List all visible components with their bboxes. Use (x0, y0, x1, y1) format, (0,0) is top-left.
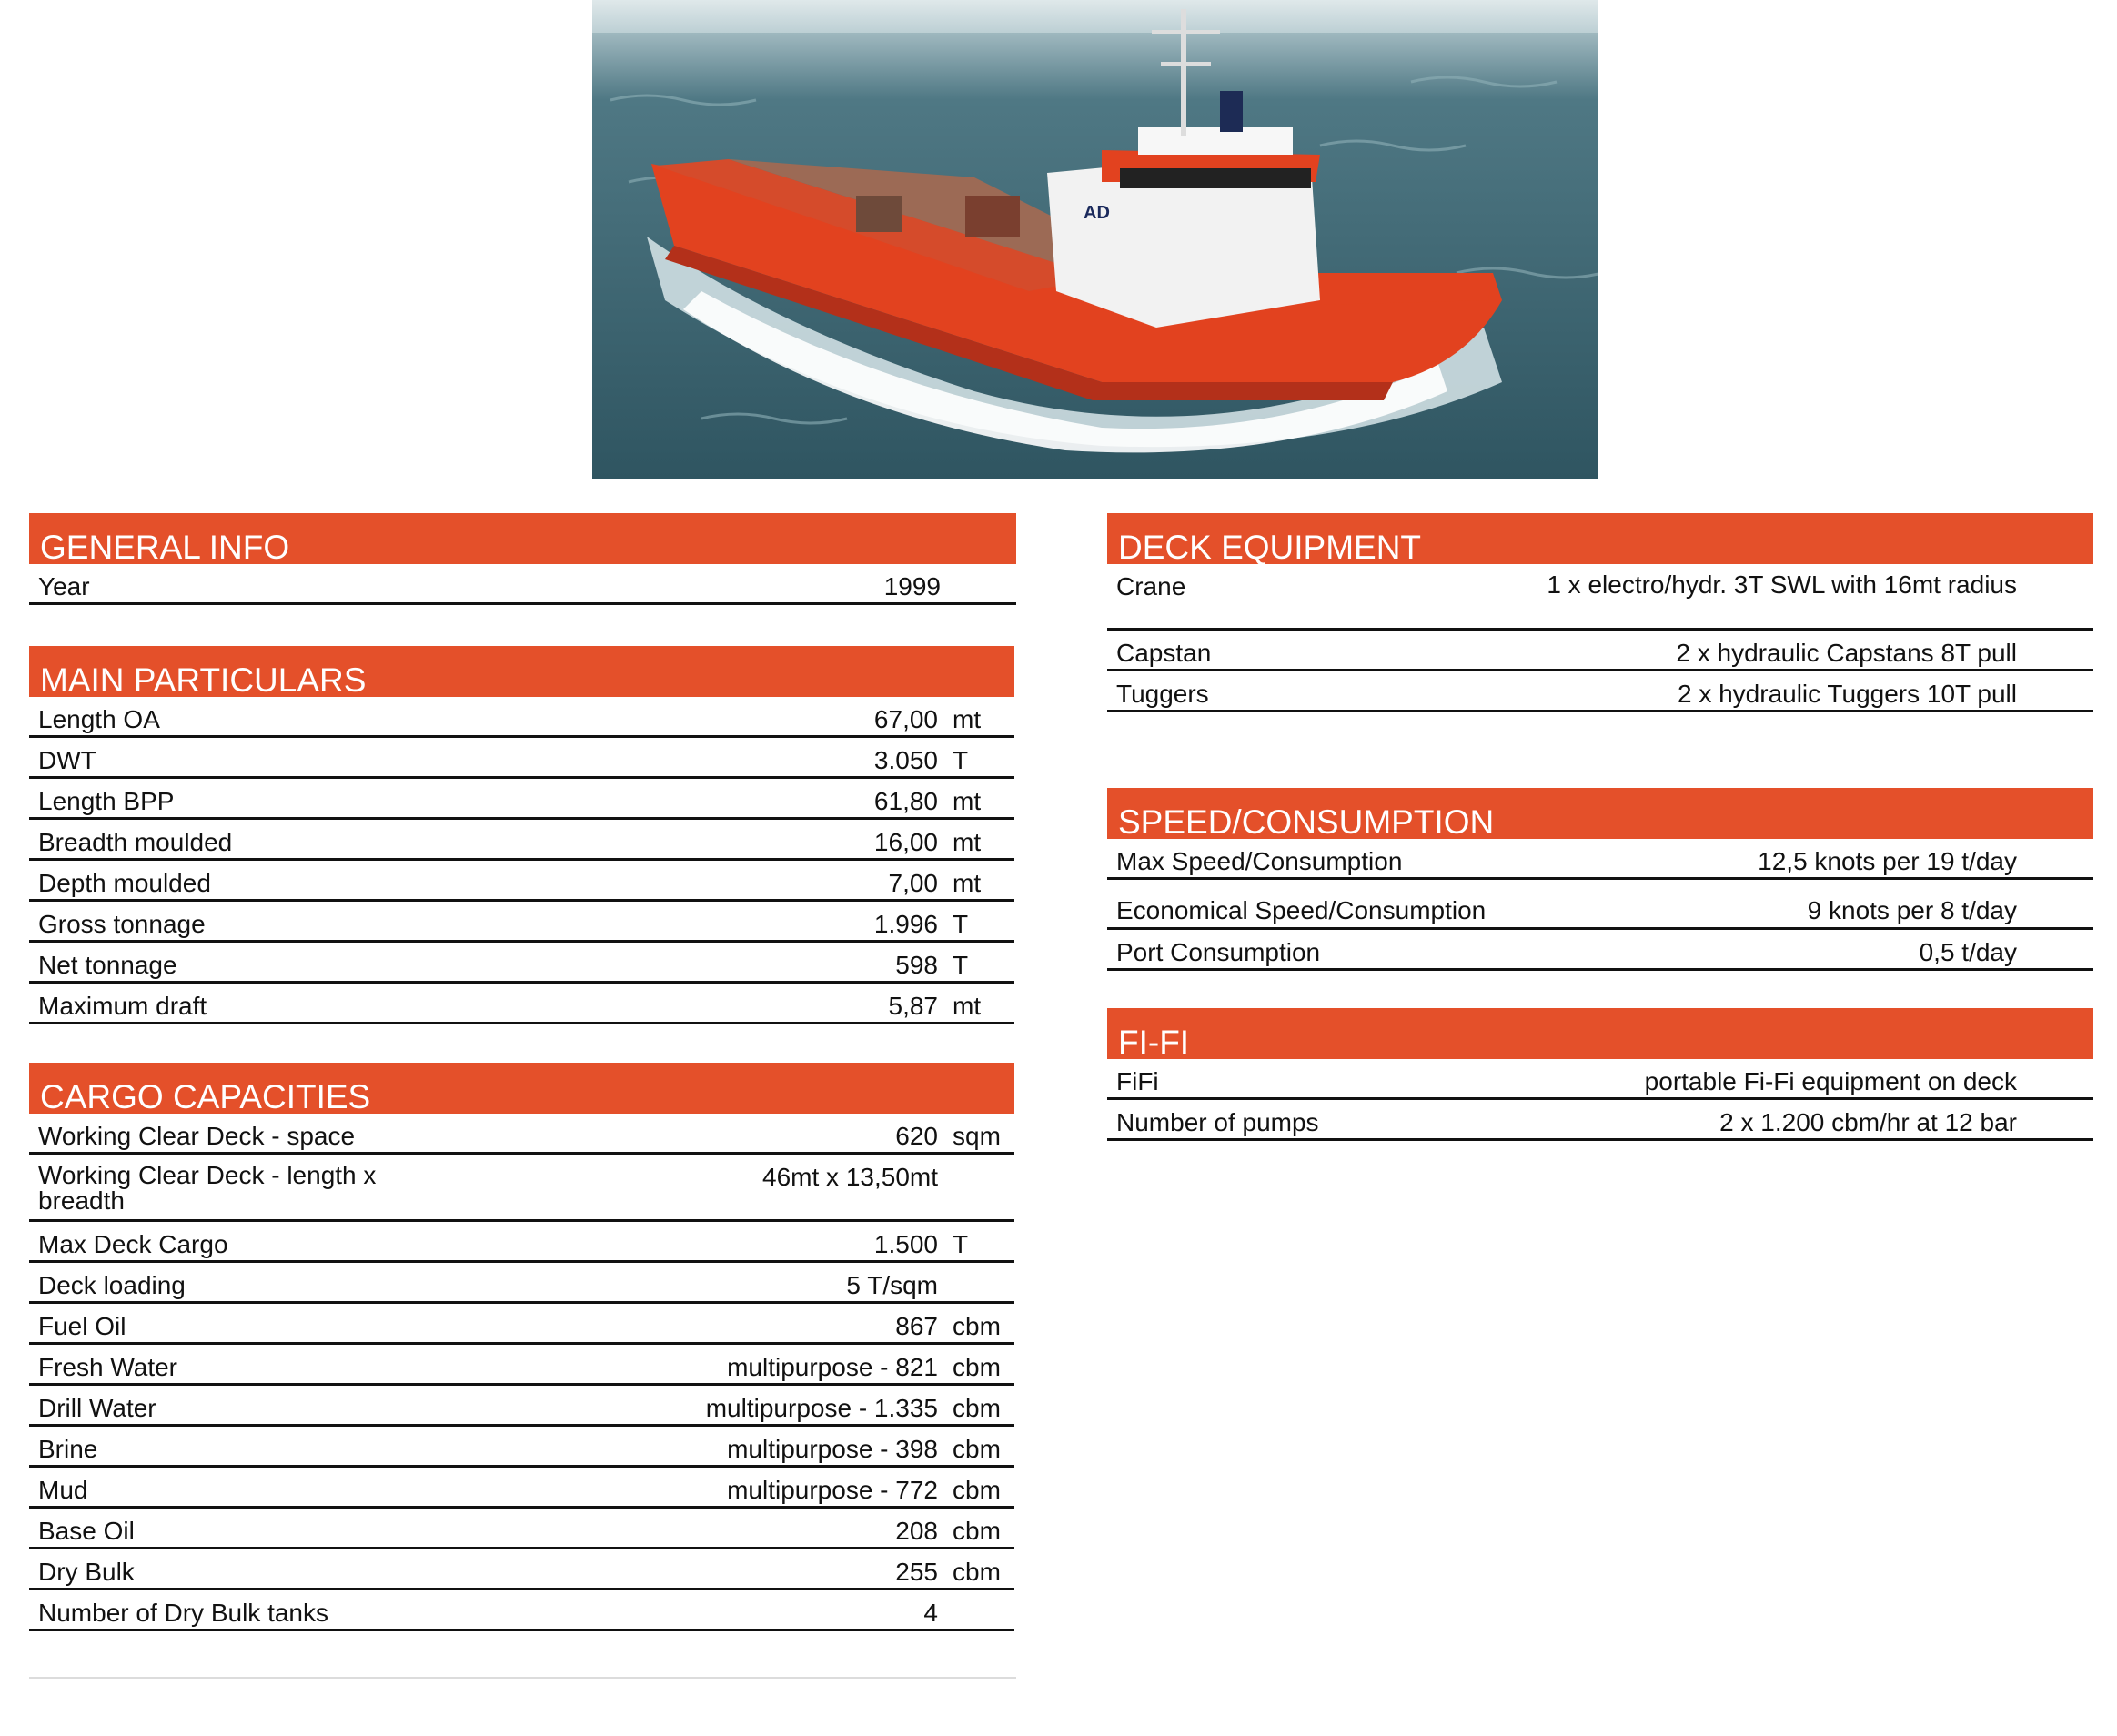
spec-label: Tuggers (1116, 680, 1209, 708)
spec-label: Deck loading (38, 1271, 186, 1299)
general-info-header (29, 513, 1016, 564)
spec-label: Net tonnage (38, 951, 177, 979)
spec-unit: sqm (953, 1122, 1001, 1150)
spec-label: Length OA (38, 705, 160, 733)
spec-row-dwt (29, 738, 1014, 779)
spec-value: 12,5 knots per 19 t/day (1758, 847, 2017, 875)
spec-value: multipurpose - 1.335 (705, 1394, 938, 1422)
spec-row-fresh-water (29, 1345, 1014, 1386)
spec-unit: T (953, 1230, 969, 1258)
spec-row-maximum-draft (29, 984, 1014, 1024)
main-particulars-title: MAIN PARTICULARS (40, 661, 367, 699)
spec-row-dry-bulk-tanks (29, 1590, 1014, 1631)
spec-label: Dry Bulk (38, 1558, 135, 1586)
spec-row-mud (29, 1468, 1014, 1509)
spec-value: 61,80 (873, 787, 938, 815)
spec-value: 1 x electro/hydr. 3T SWL with 16mt radius (1547, 570, 2017, 599)
spec-value: 7,00 (888, 869, 938, 897)
spec-value: multipurpose - 772 (727, 1476, 938, 1504)
spec-unit: T (953, 951, 969, 979)
spec-label: Max Deck Cargo (38, 1230, 228, 1258)
spec-label: Working Clear Deck - space (38, 1122, 356, 1150)
spec-unit: cbm (953, 1517, 1001, 1545)
cargo-capacities-section (29, 1063, 1014, 1631)
spec-row-tuggers (1107, 671, 2093, 712)
cargo-capacities-header (29, 1063, 1014, 1114)
spec-row-base-oil (29, 1509, 1014, 1549)
spec-unit: T (953, 910, 969, 938)
fifi-title: FI-FI (1118, 1024, 1190, 1061)
fifi-section (1107, 1008, 2093, 1141)
spec-unit: mt (953, 787, 982, 815)
spec-row-dry-bulk (29, 1549, 1014, 1590)
spec-label: Crane (1116, 572, 1186, 601)
spec-label: Fuel Oil (38, 1312, 126, 1340)
main-particulars-header (29, 646, 1014, 697)
spec-unit: cbm (953, 1435, 1001, 1463)
spec-label: Number of pumps (1116, 1108, 1319, 1136)
spec-label: Breadth moulded (38, 828, 233, 856)
spec-value: 5 T/sqm (846, 1271, 938, 1299)
spec-value: 9 knots per 8 t/day (1807, 896, 2017, 924)
vessel-logo: AD (1084, 203, 1110, 223)
spec-row-economical-speed (1107, 880, 2093, 930)
spec-row-net-tonnage (29, 943, 1014, 984)
spec-value: 1.996 (873, 910, 938, 938)
spec-row-crane (1107, 564, 2093, 631)
spec-label: Economical Speed/Consumption (1116, 896, 1487, 924)
spec-value: 598 (895, 951, 938, 979)
spec-value: 3.050 (873, 746, 938, 774)
spec-row-working-clear-deck-space (29, 1114, 1014, 1155)
spec-unit: cbm (953, 1558, 1001, 1586)
main-particulars-section (29, 646, 1014, 1024)
vessel-photo (592, 0, 1598, 479)
deck-equipment-title: DECK EQUIPMENT (1118, 529, 1422, 566)
spec-unit: cbm (953, 1312, 1001, 1340)
spec-label: Mud (38, 1476, 88, 1504)
spec-value: 620 (895, 1122, 938, 1150)
spec-value: 0,5 t/day (1919, 938, 2017, 966)
spec-unit: mt (953, 992, 982, 1020)
spec-value: 4 (923, 1599, 938, 1627)
spec-label: Capstan (1116, 639, 1212, 667)
spec-unit: T (953, 746, 969, 774)
speed-consumption-header (1107, 788, 2093, 839)
spec-unit: mt (953, 828, 982, 856)
spec-row-year (29, 564, 1016, 605)
spec-value: 46mt x 13,50mt (762, 1163, 938, 1191)
spec-label: Working Clear Deck - length x breadth (38, 1161, 377, 1215)
spec-value: multipurpose - 821 (727, 1353, 938, 1381)
spec-unit: mt (953, 705, 982, 733)
spec-row-port-consumption (1107, 930, 2093, 971)
spec-label: FiFi (1116, 1067, 1159, 1095)
spec-value: 2 x hydraulic Capstans 8T pull (1676, 639, 2017, 667)
spec-label: Year (38, 572, 90, 601)
spec-label: DWT (38, 746, 96, 774)
spec-label: Max Speed/Consumption (1116, 847, 1403, 875)
spec-label: Number of Dry Bulk tanks (38, 1599, 328, 1627)
spec-label: Base Oil (38, 1517, 135, 1545)
spec-row-capstan (1107, 631, 2093, 671)
spec-row-gross-tonnage (29, 902, 1014, 943)
spec-label: Gross tonnage (38, 910, 206, 938)
spec-value: 2 x 1.200 cbm/hr at 12 bar (1719, 1108, 2017, 1136)
cargo-capacities-title: CARGO CAPACITIES (40, 1078, 371, 1115)
spec-row-deck-loading (29, 1263, 1014, 1304)
spec-value: multipurpose - 398 (727, 1435, 938, 1463)
spec-label: Drill Water (38, 1394, 156, 1422)
general-info-section (29, 513, 1016, 605)
spec-value: 1.500 (873, 1230, 938, 1258)
spec-value: portable Fi-Fi equipment on deck (1644, 1067, 2017, 1095)
spec-row-fifi (1107, 1059, 2093, 1100)
speed-consumption-title: SPEED/CONSUMPTION (1118, 803, 1495, 841)
spec-value: 67,00 (873, 705, 938, 733)
spec-label: Brine (38, 1435, 98, 1463)
spec-unit: mt (953, 869, 982, 897)
spec-unit: cbm (953, 1476, 1001, 1504)
spec-value: 1999 (883, 572, 941, 601)
spec-row-number-of-pumps (1107, 1100, 2093, 1141)
spec-label: Maximum draft (38, 992, 207, 1020)
spec-row-drill-water (29, 1386, 1014, 1427)
spec-unit: cbm (953, 1394, 1001, 1422)
spec-value: 16,00 (873, 828, 938, 856)
spec-row-breadth-moulded (29, 820, 1014, 861)
spec-value: 208 (895, 1517, 938, 1545)
spec-row-max-deck-cargo (29, 1222, 1014, 1263)
spec-row-length-oa (29, 697, 1014, 738)
spec-value: 867 (895, 1312, 938, 1340)
spec-unit: cbm (953, 1353, 1001, 1381)
speed-consumption-section (1107, 788, 2093, 971)
deck-equipment-header (1107, 513, 2093, 564)
spec-label: Depth moulded (38, 869, 211, 897)
deck-equipment-section (1107, 513, 2093, 712)
spec-row-brine (29, 1427, 1014, 1468)
fifi-header (1107, 1008, 2093, 1059)
spec-label: Length BPP (38, 787, 175, 815)
spec-label: Fresh Water (38, 1353, 177, 1381)
spec-row-working-clear-deck-dimensions (29, 1155, 1014, 1222)
spec-value: 255 (895, 1558, 938, 1586)
spec-label: Port Consumption (1116, 938, 1321, 966)
spec-row-fuel-oil (29, 1304, 1014, 1345)
general-info-title: GENERAL INFO (40, 529, 290, 566)
spec-value: 2 x hydraulic Tuggers 10T pull (1677, 680, 2017, 708)
spec-row-depth-moulded (29, 861, 1014, 902)
spec-row-max-speed (1107, 839, 2093, 880)
spec-row-length-bpp (29, 779, 1014, 820)
footer-divider (29, 1677, 1016, 1679)
spec-value: 5,87 (888, 992, 938, 1020)
